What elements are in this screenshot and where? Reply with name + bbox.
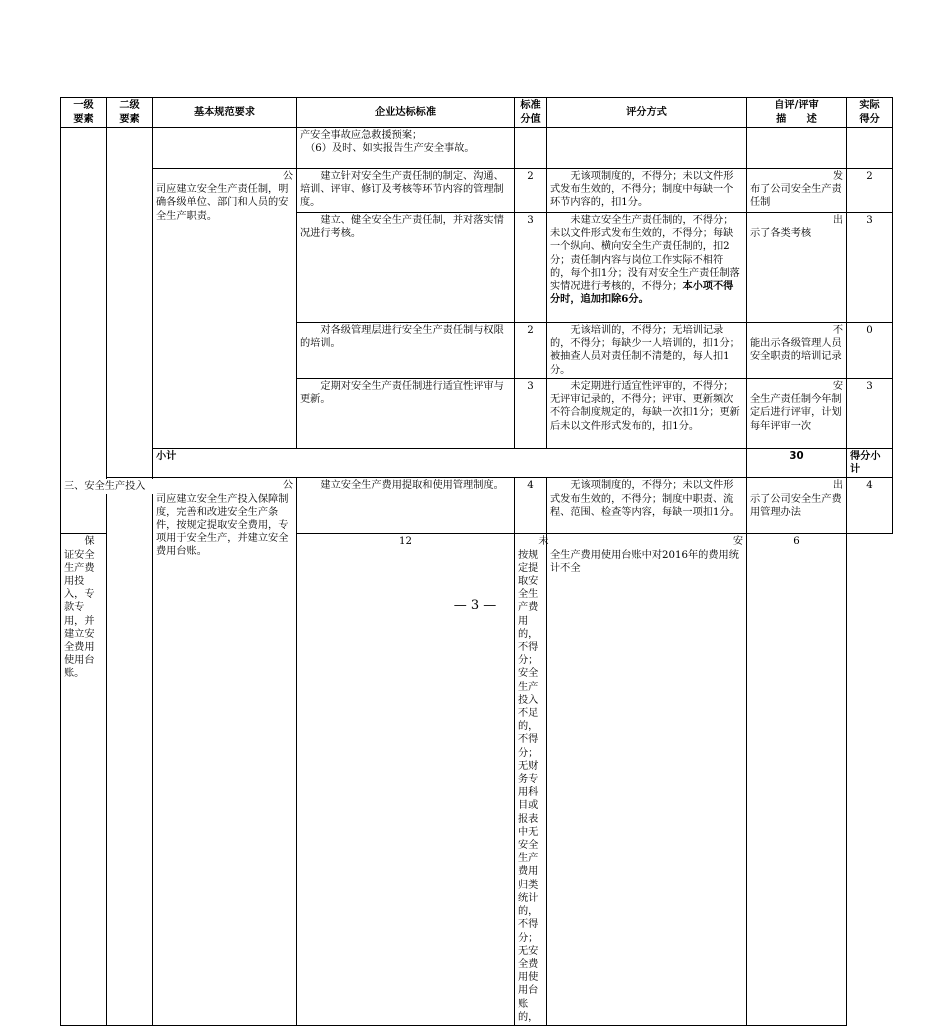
section-title: 三、安全生产投入 bbox=[61, 479, 153, 494]
standard-cell: 建立、健全安全生产责任制，并对落实情况进行考核。 bbox=[297, 213, 515, 323]
header-selfeval: 自评/评审 描 述 bbox=[747, 98, 847, 128]
score-cell: 3 bbox=[515, 213, 547, 323]
method-cell: 无该培训的，不得分；无培训记录的，不得分；每缺少一人培训的，扣1分；被抽查人员对责任制不清楚的，每人扣1分。 bbox=[547, 323, 747, 379]
method-cell: 未按规定提取安全生产费用的，不得分；安全生产投入不足的，不得分；无财务专用科目或报表中无安全生产费用归类统计的，不得分；无安全费用使用台账的， bbox=[515, 534, 547, 1026]
standard-cell: 建立安全生产费用提取和使用管理制度。 bbox=[297, 478, 515, 534]
self-cell: 出 示了公司安全生产费用管理办法 bbox=[747, 478, 847, 534]
self-cell: 出 示了各类考核 bbox=[747, 213, 847, 323]
method-cell: 无该项制度的，不得分；未以文件形式发布生效的，不得分；制度中每缺一个环节内容的，扣1分。 bbox=[547, 169, 747, 213]
score-cell: 2 bbox=[515, 169, 547, 213]
self-cell: 安 全生产费用使用台账中对2016年的费用统计不全 bbox=[547, 534, 747, 1026]
score-cell: 3 bbox=[515, 379, 547, 449]
basic-requirement-cell: 公 司应建立安全生产责任制，明确各级单位、部门和人员的安全生产职责。 bbox=[153, 169, 297, 449]
table-row bbox=[61, 169, 893, 213]
subtotal-score: 30 bbox=[747, 449, 847, 478]
method-cell: 未建立安全生产责任制的，不得分；未以文件形式发布生效的，不得分；每缺一个纵向、横向安全生产责任制的，扣2分；责任制内容与岗位工作实际不相符的，每个扣1分；没有对安全生产责任制落实情况进行考核的，不得分；本小项不得分时，追加扣除6分。 bbox=[547, 213, 747, 323]
subtotal-label: 小计 bbox=[153, 449, 747, 478]
level2-cell bbox=[107, 128, 153, 478]
self-cell: 发 布了公司安全生产责任制 bbox=[747, 169, 847, 213]
standard-cell: 定期对安全生产责任制进行适宜性评审与更新。 bbox=[297, 379, 515, 449]
score-cell: 4 bbox=[515, 478, 547, 534]
table-row bbox=[61, 128, 893, 169]
header-method: 评分方式 bbox=[547, 98, 747, 128]
method-cell: 无该项制度的，不得分；未以文件形式发布生效的，不得分；制度中职责、流程、范围、检查等内容，每缺一项扣1分。 bbox=[547, 478, 747, 534]
header-level1: 一级 要素 bbox=[61, 98, 107, 128]
actual-cell: 3 bbox=[847, 379, 893, 449]
subtotal-method: 得分小计 bbox=[847, 449, 893, 478]
actual-cell: 0 bbox=[847, 323, 893, 379]
standard-cell: 保证安全生产费用投入，专款专用，并建立安全费用使用台账。 bbox=[61, 534, 107, 1026]
score-cell: 2 bbox=[515, 323, 547, 379]
header-score: 标准 分值 bbox=[515, 98, 547, 128]
evaluation-table bbox=[60, 97, 893, 1026]
basic-requirement-cell: 公 司应建立安全生产投入保障制度，完善和改进安全生产条件，按规定提取安全费用，专项用于安全生产，并建立安全费用台账。 bbox=[153, 478, 297, 1026]
self-cell: 不 能出示各级管理人员安全职责的培训记录 bbox=[747, 323, 847, 379]
score-cell bbox=[515, 128, 547, 169]
actual-cell: 2 bbox=[847, 169, 893, 213]
standard-cell: 建立针对安全生产责任制的制定、沟通、培训、评审、修订及考核等环节内容的管理制度。 bbox=[297, 169, 515, 213]
self-cell bbox=[747, 128, 847, 169]
method-cell bbox=[547, 128, 747, 169]
level2-cell bbox=[107, 478, 153, 1026]
table-row bbox=[61, 478, 893, 534]
header-row bbox=[61, 98, 893, 128]
header-level2: 二级 要素 bbox=[107, 98, 153, 128]
header-basic: 基本规范要求 bbox=[153, 98, 297, 128]
actual-cell: 3 bbox=[847, 213, 893, 323]
basic-cell-empty bbox=[153, 128, 297, 169]
actual-cell: 4 bbox=[847, 478, 893, 534]
page-number: — 3 — bbox=[453, 598, 497, 613]
standard-cell: 产安全事故应急救援预案； （6）及时、如实报告生产安全事故。 bbox=[297, 128, 515, 169]
self-cell: 安 全生产责任制今年制定后进行评审，计划每年评审一次 bbox=[747, 379, 847, 449]
header-actual: 实际 得分 bbox=[847, 98, 893, 128]
method-cell: 未定期进行适宜性评审的，不得分；无评审记录的，不得分；评审、更新频次不符合制度规定的，每缺一次扣1分；更新后未以文件形式发布的，扣1分。 bbox=[547, 379, 747, 449]
actual-cell bbox=[847, 128, 893, 169]
standard-cell: 对各级管理层进行安全生产责任制与权限的培训。 bbox=[297, 323, 515, 379]
score-cell: 12 bbox=[297, 534, 515, 1026]
subtotal-row bbox=[61, 449, 893, 478]
header-standard: 企业达标标准 bbox=[297, 98, 515, 128]
actual-cell: 6 bbox=[747, 534, 847, 1026]
level1-cell bbox=[61, 128, 107, 534]
